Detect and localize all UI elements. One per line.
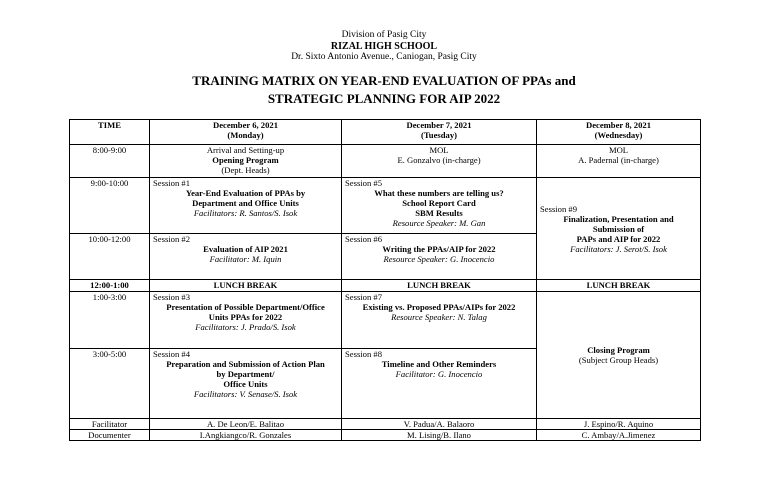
documenter-day2: M. Lising/B. Ilano	[342, 430, 537, 441]
school-name: RIZAL HIGH SCHOOL	[330, 41, 438, 52]
facilitator-day1: A. De Leon/E. Balitao	[150, 419, 342, 430]
session-8-cell: Session #8 Timeline and Other Reminders Facilitator: G. Inocencio	[342, 349, 537, 419]
lunch-break-label: LUNCH BREAK	[342, 280, 537, 292]
session-9-cell: Session #9 Finalization, Presentation and Submission of PAPs and AIP for 2022 Facilitators: J. Serot/S. Isok	[537, 178, 701, 280]
facilitator-label: Facilitator	[70, 419, 150, 430]
time-cell: 10:00-12:00	[70, 234, 150, 280]
training-matrix-table	[69, 119, 701, 441]
documenter-label: Documenter	[70, 430, 150, 441]
time-cell: 12:00-1:00	[70, 280, 150, 292]
lunch-break-label: LUNCH BREAK	[150, 280, 342, 292]
facilitator-row	[70, 419, 701, 430]
facilitator-day2: V. Padua/A. Balaoro	[342, 419, 537, 430]
session-3-cell: Session #3 Presentation of Possible Department/Office Units PPAs for 2022 Facilitators: J. Prado/S. Isok	[150, 292, 342, 349]
day2-mol-cell: MOL E. Gonzalvo (in-charge)	[342, 145, 537, 178]
documenter-day3: C. Ambay/A.Jimenez	[537, 430, 701, 441]
school-address: Dr. Sixto Antonio Avenue., Caniogan, Pasig City	[291, 52, 477, 62]
table-header-row	[70, 120, 701, 145]
time-column-header: TIME	[70, 120, 150, 145]
division-name: Division of Pasig City	[341, 30, 427, 40]
session-7-cell: Session #7 Existing vs. Proposed PPAs/AIPs for 2022 Resource Speaker: N. Talag	[342, 292, 537, 349]
facilitator-day3: J. Espino/R. Aquino	[537, 419, 701, 430]
time-cell: 3:00-5:00	[70, 349, 150, 419]
day1-column-header: December 6, 2021 (Monday)	[150, 120, 342, 145]
time-cell: 8:00-9:00	[70, 145, 150, 178]
table-row	[70, 292, 701, 349]
session-1-cell: Session #1 Year-End Evaluation of PPAs by Department and Office Units Facilitators: R. Santos/S. Isok	[150, 178, 342, 234]
day3-column-header: December 8, 2021 (Wednesday)	[537, 120, 701, 145]
lunch-break-label: LUNCH BREAK	[537, 280, 701, 292]
table-row	[70, 178, 701, 234]
closing-program-cell: Closing Program (Subject Group Heads)	[537, 292, 701, 419]
session-5-cell: Session #5 What these numbers are telling us? School Report Card SBM Results Resource Speaker: M. Gan	[342, 178, 537, 234]
document-title-line-2: STRATEGIC PLANNING FOR AIP 2022	[267, 91, 501, 106]
day2-column-header: December 7, 2021 (Tuesday)	[342, 120, 537, 145]
time-cell: 1:00-3:00	[70, 292, 150, 349]
document-title-line-1: TRAINING MATRIX ON YEAR-END EVALUATION OF PPAs and	[192, 73, 576, 88]
session-2-cell: Session #2 Evaluation of AIP 2021 Facilitator: M. Iquin	[150, 234, 342, 280]
lunch-row	[70, 280, 701, 292]
documenter-day1: I.Angkiangco/R. Gonzales	[150, 430, 342, 441]
session-4-cell: Session #4 Preparation and Submission of Action Plan by Department/ Office Units Facilitators: V. Senase/S. Isok	[150, 349, 342, 419]
documenter-row	[70, 430, 701, 441]
table-row	[70, 145, 701, 178]
session-6-cell: Session #6 Writing the PPAs/AIP for 2022 Resource Speaker: G. Inocencio	[342, 234, 537, 280]
opening-program-cell: Arrival and Setting-up Opening Program (Dept. Heads)	[150, 145, 342, 178]
time-cell: 9:00-10:00	[70, 178, 150, 234]
day3-mol-cell: MOL A. Padernal (in-charge)	[537, 145, 701, 178]
